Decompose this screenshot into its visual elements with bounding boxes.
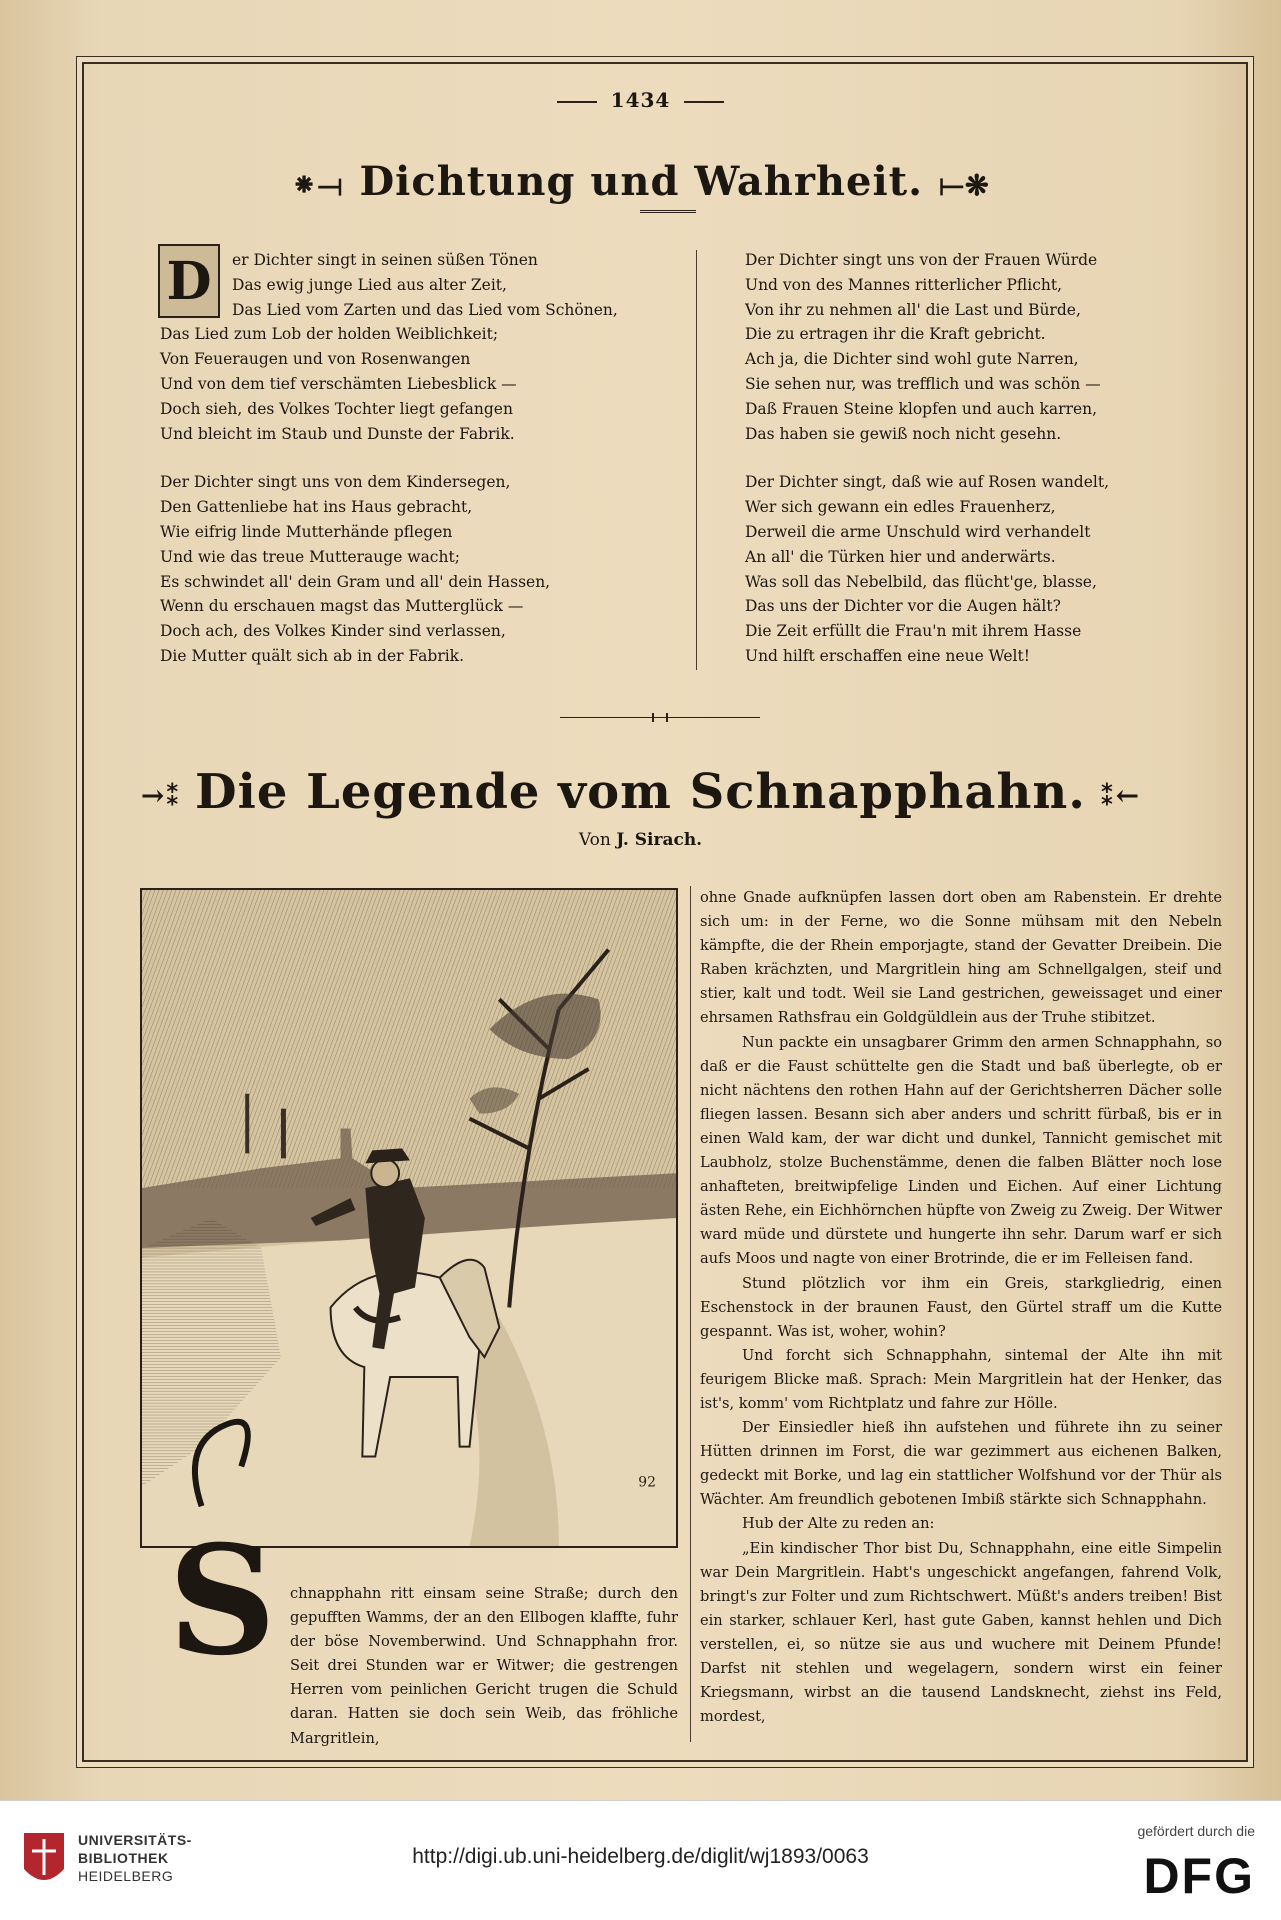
page-number: [0, 88, 1281, 112]
poem-line: Was soll das Nebelbild, das flücht'ge, blasse,: [745, 572, 1097, 591]
poem-line: Das Lied vom Zarten und das Lied vom Schönen,: [232, 300, 618, 319]
poem-stanza: [745, 470, 1235, 668]
poem-line: Und von des Mannes ritterlicher Pflicht,: [745, 275, 1063, 294]
poem-line: Und hilft erschaffen eine neue Welt!: [745, 646, 1030, 665]
byline-author: J. Sirach.: [616, 830, 703, 850]
poem-initial: D: [158, 244, 220, 318]
engraving-rider-on-horse: [140, 888, 678, 1548]
poem-line: Daß Frauen Steine klopfen und auch karren,: [745, 399, 1098, 418]
poem-line: Das haben sie gewiß noch nicht gesehn.: [745, 424, 1062, 443]
poem-left-column: [160, 248, 650, 693]
story-paragraph: chnapphahn ritt einsam seine Straße; durch den gepufften Wamms, der an den Ellbogen klaffte, fuhr der böse Novemberwind. Und Schnapphahn fror. Seit drei Stunden war er Witwer; die gestrengen Herren vom peinlichen Gericht trugen die Schuld daran. Hatten sie doch sein Weib, das fröhliche Margritlein,: [290, 1585, 678, 1747]
page-number-text: 1434: [610, 88, 671, 112]
story-column-rule: [690, 886, 691, 1742]
story-right-column: [700, 886, 1222, 1729]
story-paragraph: „Ein kindischer Thor bist Du, Schnapphahn, eine eitle Simpelin war Dein Margritlein. Habt's ungeschickt angefangen, fahrend Volk, bringt's zur Folter und zum Richtschwert. Müßt's anders treiben! Bist ein starker, schlauer Kerl, hast gute Gaben, kannst hehlen und Dich verstellen, ei, so nütze sie aus und wuchere mit Deinem Pfunde! Darfst nit stehlen und wegelagern, sondern wirst ein feiner Kriegsmann, wirbst an die tausend Landsknecht, ziehst ins Feld, mordest,: [700, 1539, 1222, 1726]
poem-stanza: [160, 470, 650, 668]
library-line-1: UNIVERSITÄTS-: [78, 1832, 192, 1848]
story-paragraph: Stund plötzlich vor ihm ein Greis, starkgliedrig, einen Eschenstock in der braunen Faust, den Gürtel straff um die Kutte gespannt. Was ist, woher, wohin?: [700, 1274, 1222, 1340]
poem-line: Der Dichter singt, daß wie auf Rosen wandelt,: [745, 473, 1110, 492]
page-number-dash-right: [684, 101, 724, 103]
story-paragraph: Hub der Alte zu reden an:: [742, 1515, 935, 1533]
poem-column-rule: [696, 250, 697, 670]
poem-line: Sie sehen nur, was trefflich und was schön —: [745, 374, 1101, 393]
poem-line: Es schwindet all' dein Gram und all' dein Hassen,: [160, 572, 551, 591]
poem-line: Das ewig junge Lied aus alter Zeit,: [232, 275, 507, 294]
permalink-url[interactable]: http://digi.ub.uni-heidelberg.de/diglit/wj1893/0063: [412, 1845, 869, 1868]
story-paragraph: ohne Gnade aufknüpfen lassen dort oben am Rabenstein. Er drehte sich um: in der Ferne, wo die Sonne mühsam mit den Nebeln kämpfte, die der Rhein emporjagte, stand der Gevatter Dreibein. Die Raben krächzten, und Margritlein hing am Schnellgalgen, steif und stier, kalt und todt. Weil sie Land gestrichen, geweissaget und einer ehrsamen Rathsfrau ein Goldgüldlein aus der Truhe stibitzet.: [700, 889, 1222, 1027]
ornament-left-icon: ⁕⟞: [291, 167, 344, 203]
story-paragraph: Und forcht sich Schnapphahn, sintemal der Alte ihn mit feurigem Blicke maß. Sprach: Mein Margritlein hat der Henker, das ist's, komm' vom Richtplatz und fahre zur Hölle.: [700, 1346, 1222, 1412]
story-paragraph: Der Einsiedler hieß ihn aufstehen und führete ihn zu seiner Hütten drinnen im Forst, die war gezimmert aus eichenen Balken, gedeckt mit Borke, und lag ein stattlicher Wolfshund vor der Thür als Wächter. Am freundlich gebotenen Imbiß stärkte sich Schnapphahn.: [700, 1419, 1222, 1509]
poem-line: Der Dichter singt uns von der Frauen Würde: [745, 251, 1098, 269]
poem-line: er Dichter singt in seinen süßen Tönen: [232, 251, 538, 269]
engraving-image: [142, 890, 676, 1546]
poem-line: Das uns der Dichter vor die Augen hält?: [745, 597, 1061, 616]
viewer-footer: [0, 1800, 1281, 1920]
poem-line: Ach ja, die Dichter sind wohl gute Narren,: [745, 350, 1079, 369]
illustration-signature: 92: [638, 1474, 656, 1491]
story-paragraph: Nun packte ein unsagbarer Grimm den armen Schnapphahn, so daß er die Faust schüttelte gen die Stadt und baß überlegte, ob er nicht nächtens den rothen Hahn auf der Gerichtsherren Dächer solle fliegen lassen. Besann sich aber anders und schritt fürbaß, bis er in einen Wald kam, der war dicht und dunkel, Tannicht gemischet mit Laubholz, stolze Buchenstämme, denen die falben Blätter noch lose anhafteten, breitwipfelige Linden und Eichen. Auf einer Lichtung ästen Rehe, ein Eichhörnchen hüpfte von Zweig zu Zweig. Der Witwer ward müde und dürstete und hungerte ihn sehr. Darum warf er sich aufs Moos und nagte von einer Brotrinde, die er im Felleisen fand.: [700, 1033, 1222, 1268]
byline-prefix: Von: [578, 830, 611, 850]
poem-line: Doch ach, des Volkes Kinder sind verlassen,: [160, 622, 506, 641]
poem-line: Von Feueraugen und von Rosenwangen: [160, 350, 471, 369]
story-title: [0, 764, 1281, 820]
poem-line: Doch sieh, des Volkes Tochter liegt gefangen: [160, 399, 513, 418]
story-title-text: Die Legende vom Schnapphahn.: [194, 764, 1087, 820]
page-number-dash-left: [557, 101, 597, 103]
library-line-2: BIBLIOTHEK: [78, 1850, 169, 1866]
poem-line: Von ihr zu nehmen all' die Last und Bürde,: [745, 300, 1081, 319]
poem-line: Wer sich gewann ein edles Frauenherz,: [745, 498, 1056, 517]
poem-line: An all' die Türken hier und anderwärts.: [745, 547, 1056, 566]
ornament-right-icon: ⁑←: [1100, 779, 1141, 812]
story-left-column: [140, 1582, 678, 1751]
poem-line: Und wie das treue Mutterauge wacht;: [160, 547, 460, 566]
poem-line: Und bleicht im Staub und Dunste der Fabrik.: [160, 424, 515, 443]
section-divider: [560, 713, 760, 723]
story-initial: S: [168, 1513, 277, 1689]
poem-right-column: [745, 248, 1235, 693]
poem-line: Und von dem tief verschämten Liebesblick —: [160, 374, 517, 393]
poem-title-text: Dichtung und Wahrheit.: [359, 158, 924, 205]
dfg-logo[interactable]: DFG: [1143, 1848, 1255, 1904]
poem-line: Die zu ertragen ihr die Kraft gebricht.: [745, 325, 1046, 344]
poem-line: Die Mutter quält sich ab in der Fabrik.: [160, 646, 465, 665]
funding-caption: gefördert durch die: [1137, 1823, 1255, 1839]
title-underline-ornament: [640, 210, 696, 213]
ornament-right-icon: ⟝⁕: [939, 167, 990, 203]
poem-title: [0, 158, 1281, 205]
library-line-3: HEIDELBERG: [78, 1868, 174, 1884]
poem-line: Das Lied zum Lob der holden Weiblichkeit;: [160, 325, 499, 344]
poem-line: Den Gattenliebe hat ins Haus gebracht,: [160, 498, 473, 517]
story-byline: [0, 830, 1281, 850]
poem-stanza: [160, 248, 650, 446]
poem-line: Wie eifrig linde Mutterhände pflegen: [160, 522, 453, 541]
poem-line: Derweil die arme Unschuld wird verhandelt: [745, 522, 1091, 541]
poem-line: Der Dichter singt uns von dem Kindersegen,: [160, 473, 511, 492]
ornament-left-icon: →⁑: [140, 779, 181, 812]
poem-line: Wenn du erschauen magst das Mutterglück —: [160, 597, 524, 616]
poem-line: Die Zeit erfüllt die Frau'n mit ihrem Hasse: [745, 622, 1082, 641]
poem-stanza: [745, 248, 1235, 446]
